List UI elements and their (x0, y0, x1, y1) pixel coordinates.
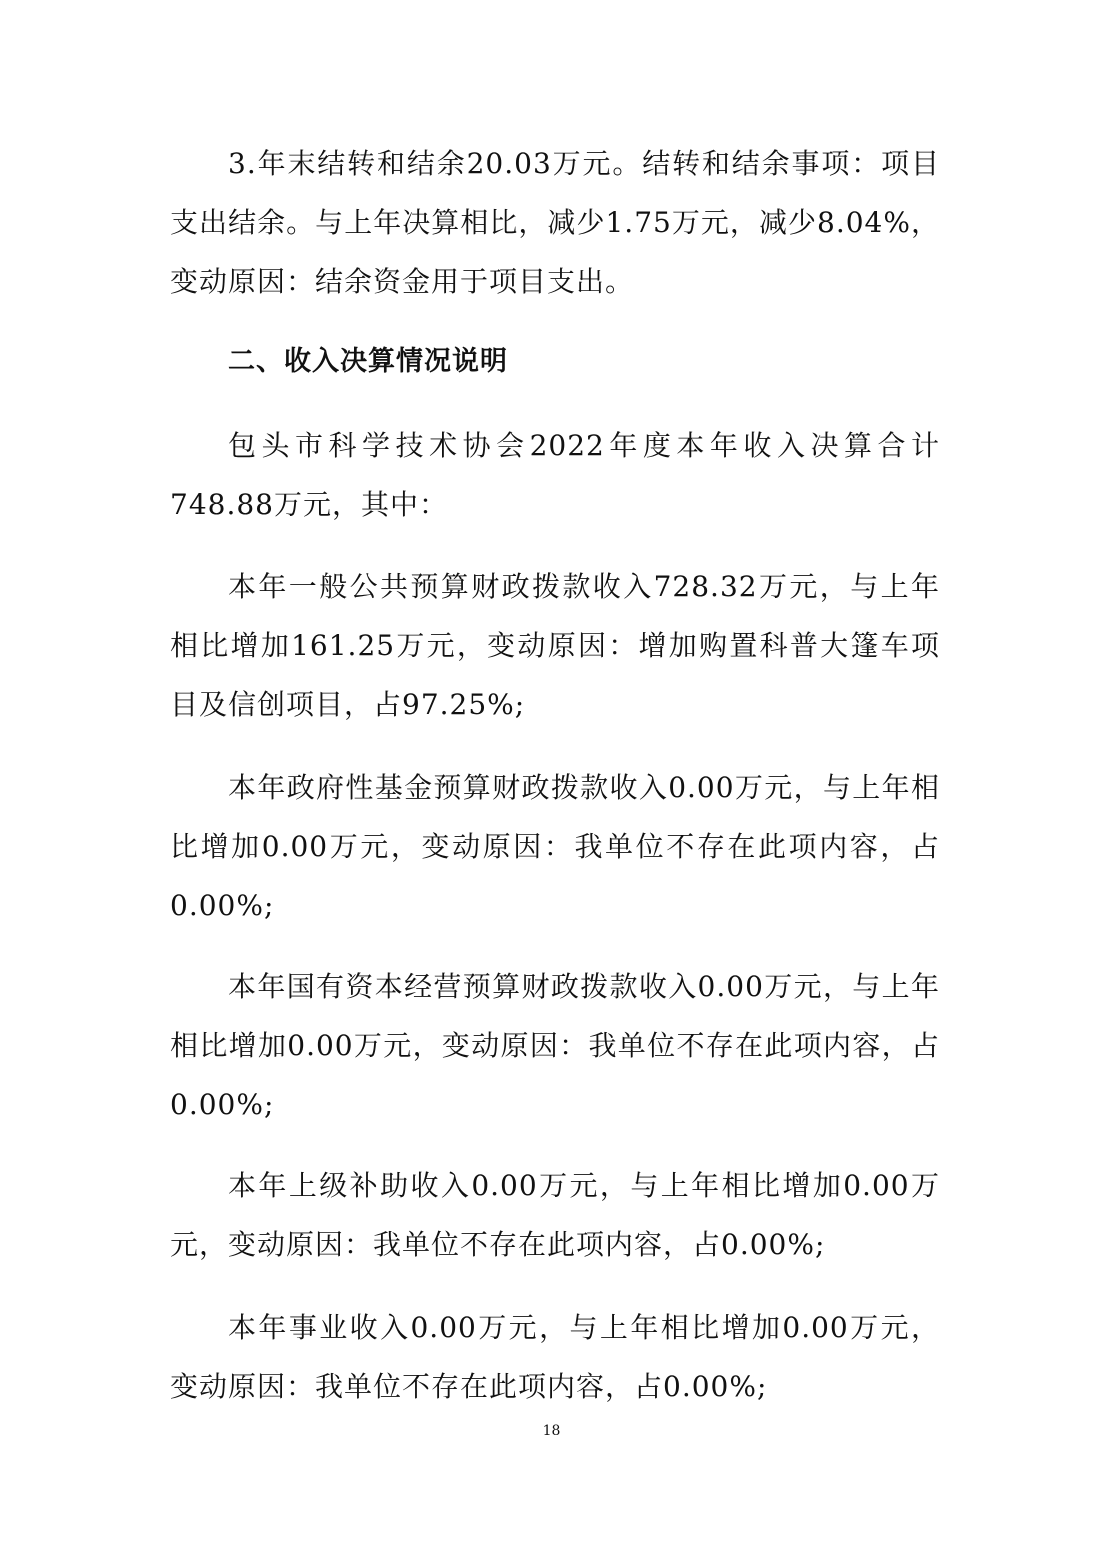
page-number: 18 (542, 1423, 561, 1439)
paragraph-carryover-balance: 3.年末结转和结余20.03万元。结转和结余事项：项目支出结余。与上年决算相比，减少1.75万元，减少8.04%，变动原因：结余资金用于项目支出。 (170, 147, 940, 298)
paragraph-general-budget-income: 本年一般公共预算财政拨款收入728.32万元，与上年相比增加161.25万元，变动原因：增加购置科普大篷车项目及信创项目，占97.25%; (170, 570, 940, 721)
section-heading: 二、收入决算情况说明 (228, 346, 508, 377)
paragraph-government-fund-income: 本年政府性基金预算财政拨款收入0.00万元，与上年相比增加0.00万元，变动原因：我单位不存在此项内容，占0.00%; (170, 771, 940, 922)
paragraph-income-total: 包头市科学技术协会2022年度本年收入决算合计748.88万元，其中： (170, 429, 940, 521)
paragraph-business-income: 本年事业收入0.00万元，与上年相比增加0.00万元，变动原因：我单位不存在此项内容，占0.00%; (170, 1311, 940, 1403)
paragraph-superior-subsidy-income: 本年上级补助收入0.00万元，与上年相比增加0.00万元，变动原因：我单位不存在此项内容，占0.00%; (170, 1169, 940, 1261)
paragraph-state-capital-income: 本年国有资本经营预算财政拨款收入0.00万元，与上年相比增加0.00万元，变动原因：我单位不存在此项内容，占0.00%; (170, 970, 940, 1121)
